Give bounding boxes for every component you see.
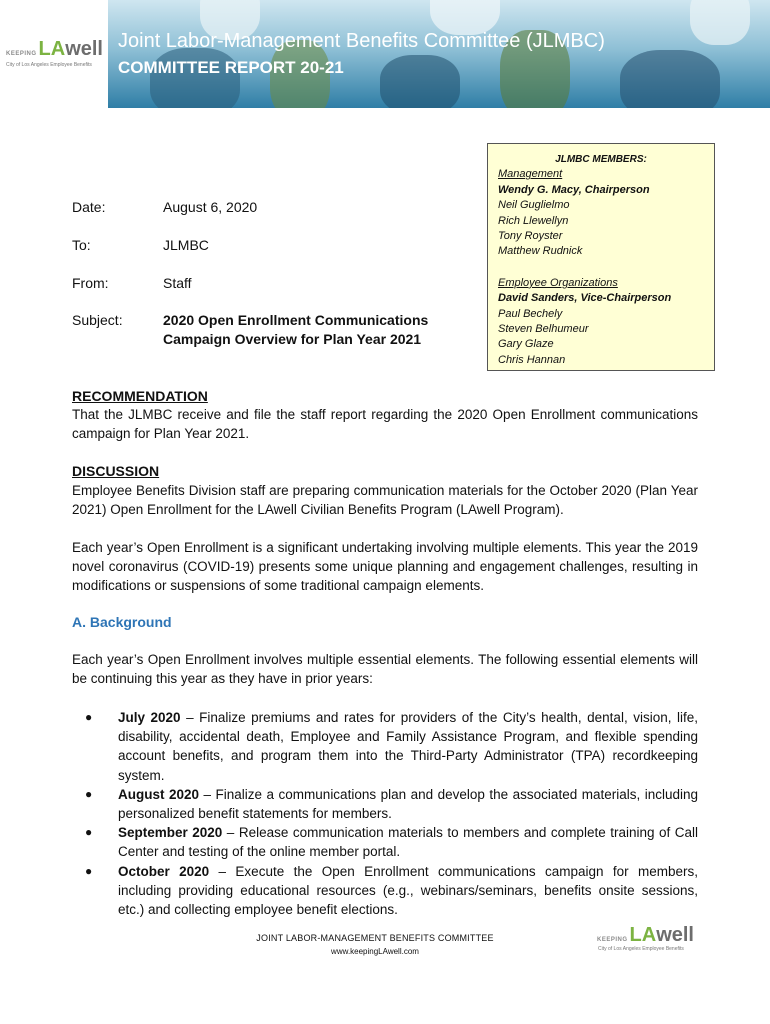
timeline-item xyxy=(72,862,698,920)
members-heading: JLMBC MEMBERS: xyxy=(555,154,647,165)
footer-logo-tagline: City of Los Angeles Employee Benefits xyxy=(598,946,684,952)
banner-photo-figure xyxy=(690,0,750,45)
discussion-heading: DISCUSSION xyxy=(72,463,160,479)
members-box xyxy=(487,143,715,371)
footer-website: www.keepingLAwell.com xyxy=(331,947,419,956)
timeline-text: – Finalize a communications plan and develop the associated materials, including personalized benefit statements for members. xyxy=(118,786,699,822)
member-name: Wendy G. Macy, Chairperson xyxy=(498,183,650,196)
timeline-month: September 2020 xyxy=(118,825,223,841)
from-value: Staff xyxy=(163,275,192,291)
date-label: Date: xyxy=(72,199,106,215)
banner-photo-figure xyxy=(150,48,240,108)
member-name: Chris Hannan xyxy=(498,353,566,366)
to-value: JLMBC xyxy=(163,237,209,253)
discussion-paragraph: Employee Benefits Division staff are preparing communication materials for the October 2020 (Plan Year 2021) Open Enrollment for the LAwell Civilian Benefits Program (LAwell Program). xyxy=(72,483,698,518)
timeline-text: – Finalize premiums and rates for providers of the City’s health, dental, vision, life, disability, accidental death, Employee and Family Assistance Program, and flexible spending account benefits, and program them into the Third-Party Administrator (TPA) recordkeeping system. xyxy=(118,710,698,783)
report-title: Joint Labor-Management Benefits Committee (JLMBC) xyxy=(118,30,605,52)
member-name: David Sanders, Vice-Chairperson xyxy=(498,292,672,305)
banner-photo-figure xyxy=(380,55,460,108)
bullet-icon: ● xyxy=(85,710,93,724)
bullet-icon: ● xyxy=(85,786,93,801)
logo-tagline: City of Los Angeles Employee Benefits xyxy=(6,62,92,68)
member-name: Matthew Rudnick xyxy=(498,245,583,258)
timeline-month: August 2020 xyxy=(118,786,200,802)
recommendation-heading: RECOMMENDATION xyxy=(72,388,208,404)
subject-line: Campaign Overview for Plan Year 2021 xyxy=(163,331,422,347)
member-name: Paul Bechely xyxy=(498,307,563,320)
recommendation-text: That the JLMBC receive and file the staff report regarding the 2020 Open Enrollment communications campaign for Plan Year 2021. xyxy=(72,407,698,442)
subject-value xyxy=(163,311,443,349)
timeline-month: October 2020 xyxy=(118,863,210,879)
from-label: From: xyxy=(72,275,109,291)
footer-committee-name: JOINT LABOR-MANAGEMENT BENEFITS COMMITTEE xyxy=(256,933,494,943)
header-banner xyxy=(0,0,770,108)
member-name: Rich Llewellyn xyxy=(498,214,569,227)
timeline-text: – Execute the Open Enrollment communications campaign for members, including providing educational resources (e.g., webinars/seminars, benefits onsite sessions, etc.) and collecting employee benefit elections. xyxy=(118,863,698,918)
spacer xyxy=(498,260,704,276)
to-label: To: xyxy=(72,237,91,253)
member-name: Gary Glaze xyxy=(498,338,554,351)
discussion-paragraph: Each year’s Open Enrollment is a significant undertaking involving multiple elements. This year the 2019 novel coronavirus (COVID-19) presents some unique planning and engagement challenges, resulting in modifications or suspensions of some traditional campaign elements. xyxy=(72,540,698,594)
bullet-icon: ● xyxy=(85,863,93,878)
member-name: Steven Belhumeur xyxy=(498,323,589,336)
date-value: August 6, 2020 xyxy=(163,199,258,215)
member-name: Neil Guglielmo xyxy=(498,199,570,212)
timeline-month: July 2020 xyxy=(118,710,181,725)
footer-keeping-lawell-logo: KEEPING LA well xyxy=(597,924,694,946)
bullet-icon: ● xyxy=(85,825,93,840)
timeline-item xyxy=(72,708,698,785)
timeline-list xyxy=(72,708,698,919)
timeline-item xyxy=(72,823,698,861)
timeline-item xyxy=(72,785,698,823)
background-heading: A. Background xyxy=(72,614,172,630)
subject-label: Subject: xyxy=(72,312,123,328)
keeping-lawell-logo: KEEPING LA well xyxy=(6,38,103,60)
subject-line: 2020 Open Enrollment Communications xyxy=(163,312,429,328)
report-subtitle: COMMITTEE REPORT 20-21 xyxy=(118,58,344,77)
background-paragraph: Each year’s Open Enrollment involves multiple essential elements. The following essential elements will be continuing this year as they have in prior years: xyxy=(72,652,698,687)
timeline-text: – Release communication materials to members and complete training of Call Center and testing of the online member portal. xyxy=(118,825,698,860)
member-name: Tony Royster xyxy=(498,230,563,243)
banner-photo-figure xyxy=(620,50,720,108)
header-logo-area xyxy=(0,0,108,108)
management-label: Management xyxy=(498,168,563,181)
employee-org-label: Employee Organizations xyxy=(498,276,618,289)
